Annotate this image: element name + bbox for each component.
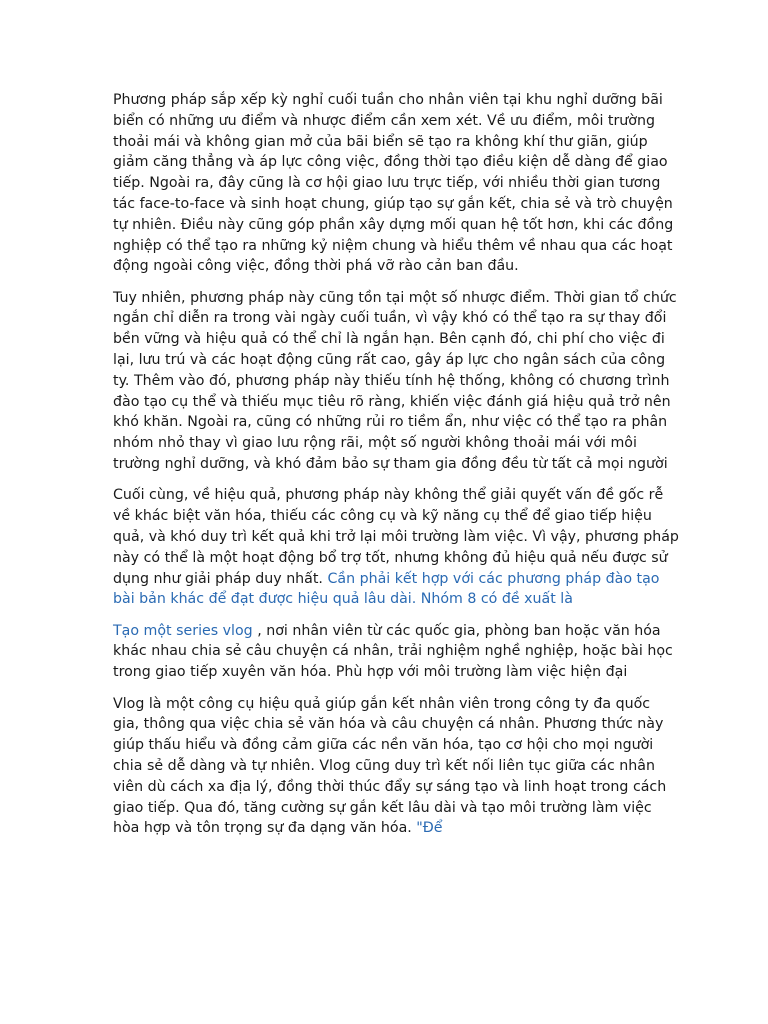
- highlighted-text[interactable]: Cần phải kết hợp với các phương pháp đào tạo bài bản khác để đạt được hiệu quả lâu dài. Nhóm 8 có đề xuất là: [113, 570, 660, 608]
- highlighted-text[interactable]: "Để: [416, 820, 443, 837]
- paragraph-cons: [113, 288, 679, 475]
- paragraph-text: , nơi nhân viên từ các quốc gia, phòng ban hoặc văn hóa khác nhau chia sẻ câu chuyện cá nhân, trải nghiệm nghề nghiệp, hoặc bài học trong giao tiếp xuyên văn hóa. Phù hợp với môi trường làm việc hiện đại: [113, 622, 673, 681]
- highlighted-text[interactable]: Tạo một series vlog: [113, 622, 253, 639]
- paragraph-proposal: [113, 621, 679, 683]
- paragraph-pros: [113, 90, 679, 277]
- paragraph-vlog: [113, 694, 679, 840]
- paragraph-conclusion: [113, 485, 679, 610]
- paragraph-text: Cuối cùng, về hiệu quả, phương pháp này không thể giải quyết vấn đề gốc rễ về khác biệt văn hóa, thiếu các công cụ và kỹ năng cụ thể để giao tiếp hiệu quả, và khó duy trì kết quả khi trở lại môi trường làm việc. Vì vậy, phương pháp này có thể là một hoạt động bổ trợ tốt, nhưng không đủ hiệu quả nếu được sử dụng như giải pháp duy nhất.: [113, 487, 679, 587]
- paragraph-text: Tuy nhiên, phương pháp này cũng tồn tại một số nhược điểm. Thời gian tổ chức ngắn chỉ diễn ra trong vài ngày cuối tuần, vì vậy khó có thể tạo ra sự thay đổi bền vững và hiệu quả có thể chỉ là ngắn hạn. Bên cạnh đó, chi phí cho việc đi lại, lưu trú và các hoạt động cũng rất cao, gây áp lực cho ngân sách của công ty. Thêm vào đó, phương pháp này thiếu tính hệ thống, không có chương trình đào tạo cụ thể và thiếu mục tiêu rõ ràng, khiến việc đánh giá hiệu quả trở nên khó khăn. Ngoài ra, cũng có những rủi ro tiềm ẩn, như việc có thể tạo ra phân nhóm nhỏ thay vì giao lưu rộng rãi, một số người không thoải mái với môi trường nghỉ dưỡng, và khó đảm bảo sự tham gia đồng đều từ tất cả mọi người: [113, 289, 677, 473]
- document-body: [113, 90, 679, 850]
- paragraph-text: Phương pháp sắp xếp kỳ nghỉ cuối tuần cho nhân viên tại khu nghỉ dưỡng bãi biển có những ưu điểm và nhược điểm cần xem xét. Về ưu điểm, môi trường thoải mái và không gian mở của bãi biển sẽ tạo ra không khí thư giãn, giúp giảm căng thẳng và áp lực công việc, đồng thời tạo điều kiện dễ dàng để giao tiếp. Ngoài ra, đây cũng là cơ hội giao lưu trực tiếp, với nhiều thời gian tương tác face-to-face và sinh hoạt chung, giúp tạo sự gắn kết, chia sẻ và trò chuyện tự nhiên. Điều này cũng góp phần xây dựng mối quan hệ tốt hơn, khi các đồng nghiệp có thể tạo ra những kỷ niệm chung và hiểu thêm về nhau qua các hoạt động ngoài công việc, đồng thời phá vỡ rào cản ban đầu.: [113, 92, 674, 275]
- paragraph-text: Vlog là một công cụ hiệu quả giúp gắn kết nhân viên trong công ty đa quốc gia, thông qua việc chia sẻ văn hóa và câu chuyện cá nhân. Phương thức này giúp thấu hiểu và đồng cảm giữa các nền văn hóa, tạo cơ hội cho mọi người chia sẻ dễ dàng và tự nhiên. Vlog cũng duy trì kết nối liên tục giữa các nhân viên dù cách xa địa lý, đồng thời thúc đẩy sự sáng tạo và linh hoạt trong cách giao tiếp. Qua đó, tăng cường sự gắn kết lâu dài và tạo môi trường làm việc hòa hợp và tôn trọng sự đa dạng văn hóa.: [113, 695, 667, 837]
